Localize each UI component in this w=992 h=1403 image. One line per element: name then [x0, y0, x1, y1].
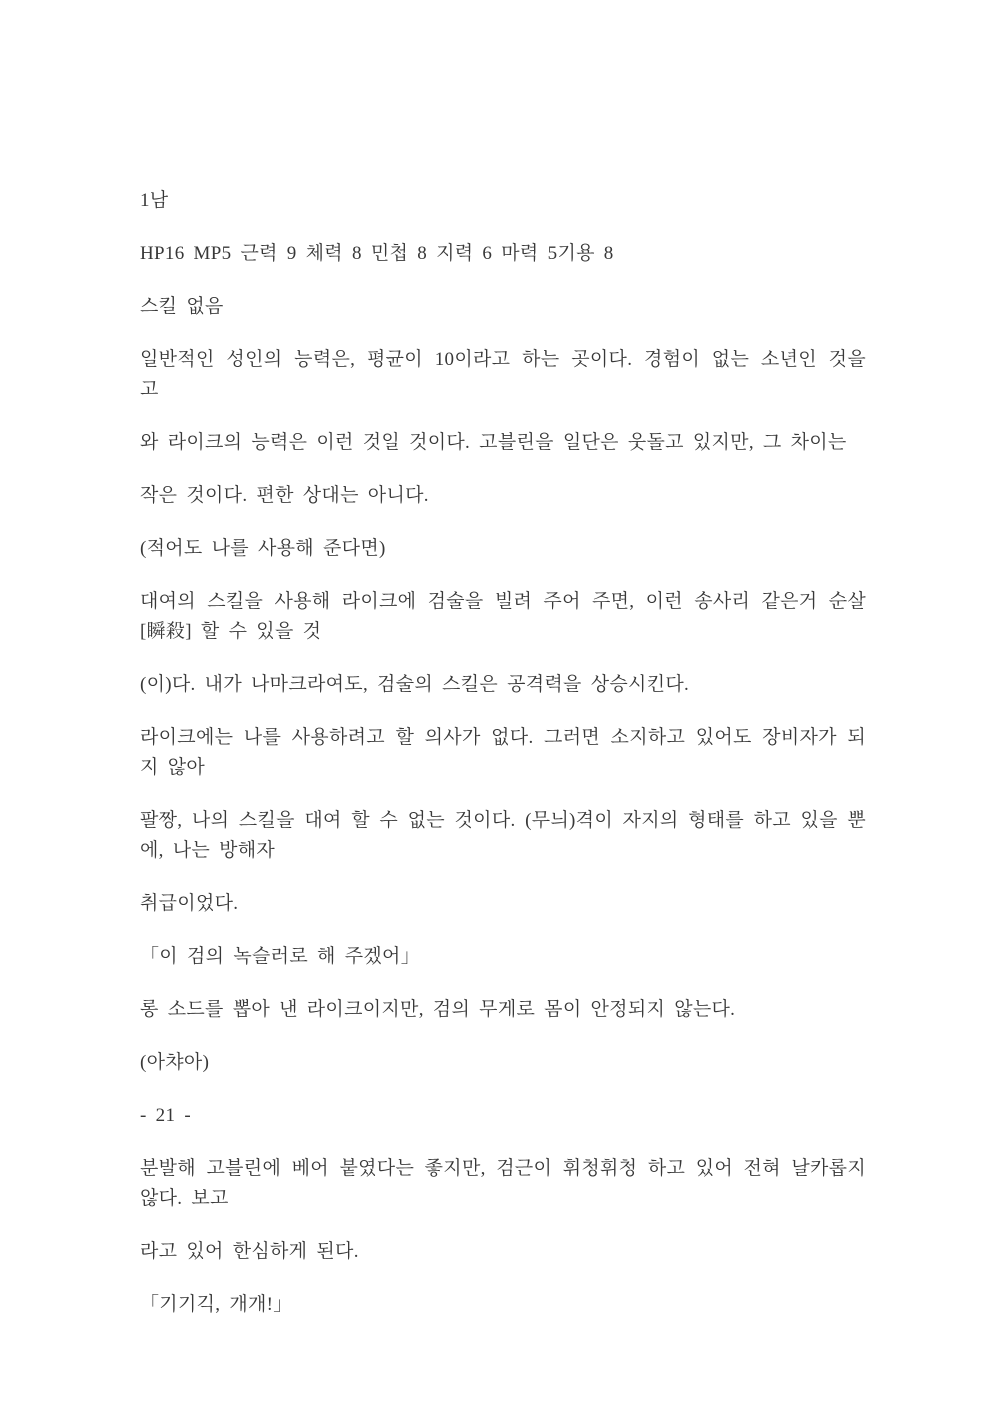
- stat-line: HP16 MP5 근력 9 체력 8 민첩 8 지력 6 마력 5기용 8: [140, 243, 614, 264]
- thought-line: (적어도 나를 사용해 준다면): [140, 538, 386, 559]
- stat-block-heading: 1남: [140, 190, 169, 211]
- thought-line: (아챠아): [140, 1052, 210, 1073]
- text-line: 대여의 스킬을 사용해 라이크에 검술을 빌려 주어 주면, 이런 송사리 같은거 순살[瞬殺] 할 수 있을 것: [140, 591, 866, 642]
- text-line: (이)다. 내가 나마크라여도, 검술의 스킬은 공격력을 상승시킨다.: [140, 674, 690, 695]
- skill-line: 스킬 없음: [140, 296, 224, 317]
- text-line: 팔짱, 나의 스킬을 대여 할 수 없는 것이다. (무늬)격이 자지의 형태를 하고 있을 뿐에, 나는 방해자: [140, 810, 866, 861]
- text-line: 라이크에는 나를 사용하려고 할 의사가 없다. 그러면 소지하고 있어도 장비자가 되지 않아: [140, 727, 866, 778]
- text-line: 분발해 고블린에 베어 붙였다는 좋지만, 검근이 휘청휘청 하고 있어 전혀 날카롭지 않다. 보고: [140, 1158, 866, 1209]
- text-line: 와 라이크의 능력은 이런 것일 것이다. 고블린을 일단은 웃돌고 있지만, 그 차이는: [140, 432, 847, 453]
- page-number: - 21 -: [140, 1105, 191, 1126]
- text-line: 작은 것이다. 편한 상대는 아니다.: [140, 485, 429, 506]
- text-line: 라고 있어 한심하게 된다.: [140, 1241, 359, 1262]
- novel-text-body: [140, 186, 866, 1320]
- dialogue-line: 「기기긱, 개개!」: [140, 1294, 293, 1315]
- text-line: 롱 소드를 뽑아 낸 라이크이지만, 검의 무게로 몸이 안정되지 않는다.: [140, 999, 736, 1020]
- dialogue-line: 「이 검의 녹슬러로 해 주겠어」: [140, 946, 420, 967]
- text-line: 취급이었다.: [140, 893, 239, 914]
- text-line: 일반적인 성인의 능력은, 평균이 10이라고 하는 곳이다. 경험이 없는 소년인 것을 고: [140, 349, 866, 400]
